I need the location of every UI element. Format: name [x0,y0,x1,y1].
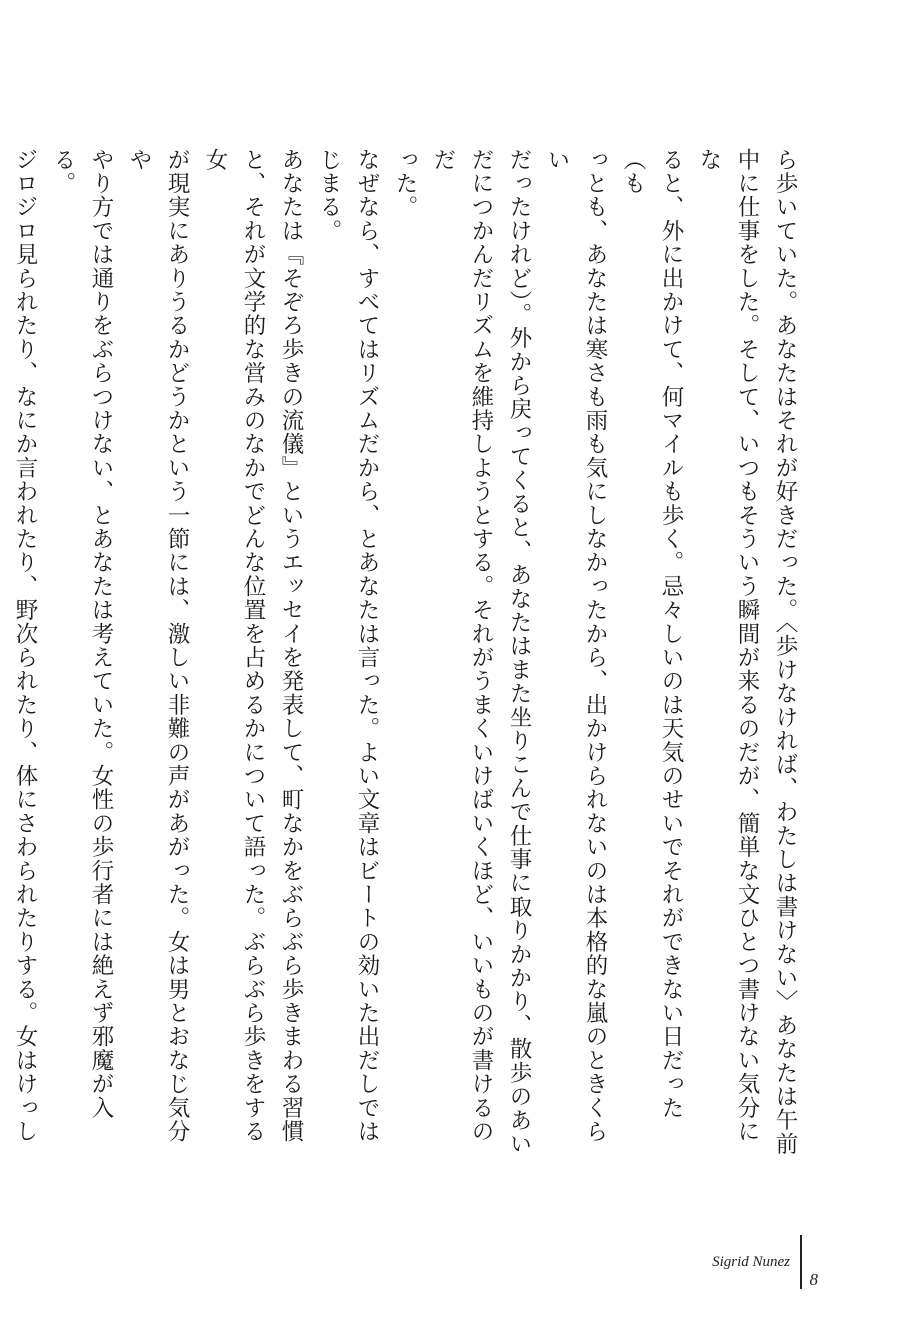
page-footer [712,1232,818,1292]
paragraph: あなたは『そぞろ歩きの流儀』というエッセイを発表して、町なかをぶらぶら歩きまわる習慣 と、それが文学的な営みのなかでどんな位置を占めるかについて語った。ぶらぶら歩きをする女 が現実にありうるかどうかという一節には、激しい非難の声があがった。女は男とおなじ気分や やり方では通りをぶらつけない、とあなたは考えていた。女性の歩行者には絶えず邪魔が入る。 ジロジロ見られたり、なにか言われたり、野次られたり、体にさわられたりする。女はけっし [12,148,304,1144]
running-footer-author: Sigrid Nunez [712,1253,790,1270]
paragraph: なぜなら、すべてはリズムだから、とあなたは言った。よい文章はビートの効いた出だしでは じまる。 [316,148,380,1144]
page-number: 8 [809,1270,818,1289]
paragraph: ら歩いていた。あなたはそれが好きだった。〈歩けなければ、わたしは書けない〉あなたは午前 中に仕事をした。そして、いつもそういう瞬間が来るのだが、簡単な文ひとつ書けない気分にな ると、外に出かけて、何マイルも歩く。忌々しいのは天気のせいでそれができない日だった（も っとも、あなたは寒さも雨も気にしなかったから、出かけられないのは本格的な嵐のときくらい だったけれど）。外から戻ってくると、あなたはまた坐りこんで仕事に取りかかり、散歩のあい だにつかんだリズムを維持しようとする。それがうまくいけばいくほど、いいものが書けるのだ った。 [392,148,798,1156]
footer-divider [800,1235,802,1289]
body-text [12,148,804,1164]
